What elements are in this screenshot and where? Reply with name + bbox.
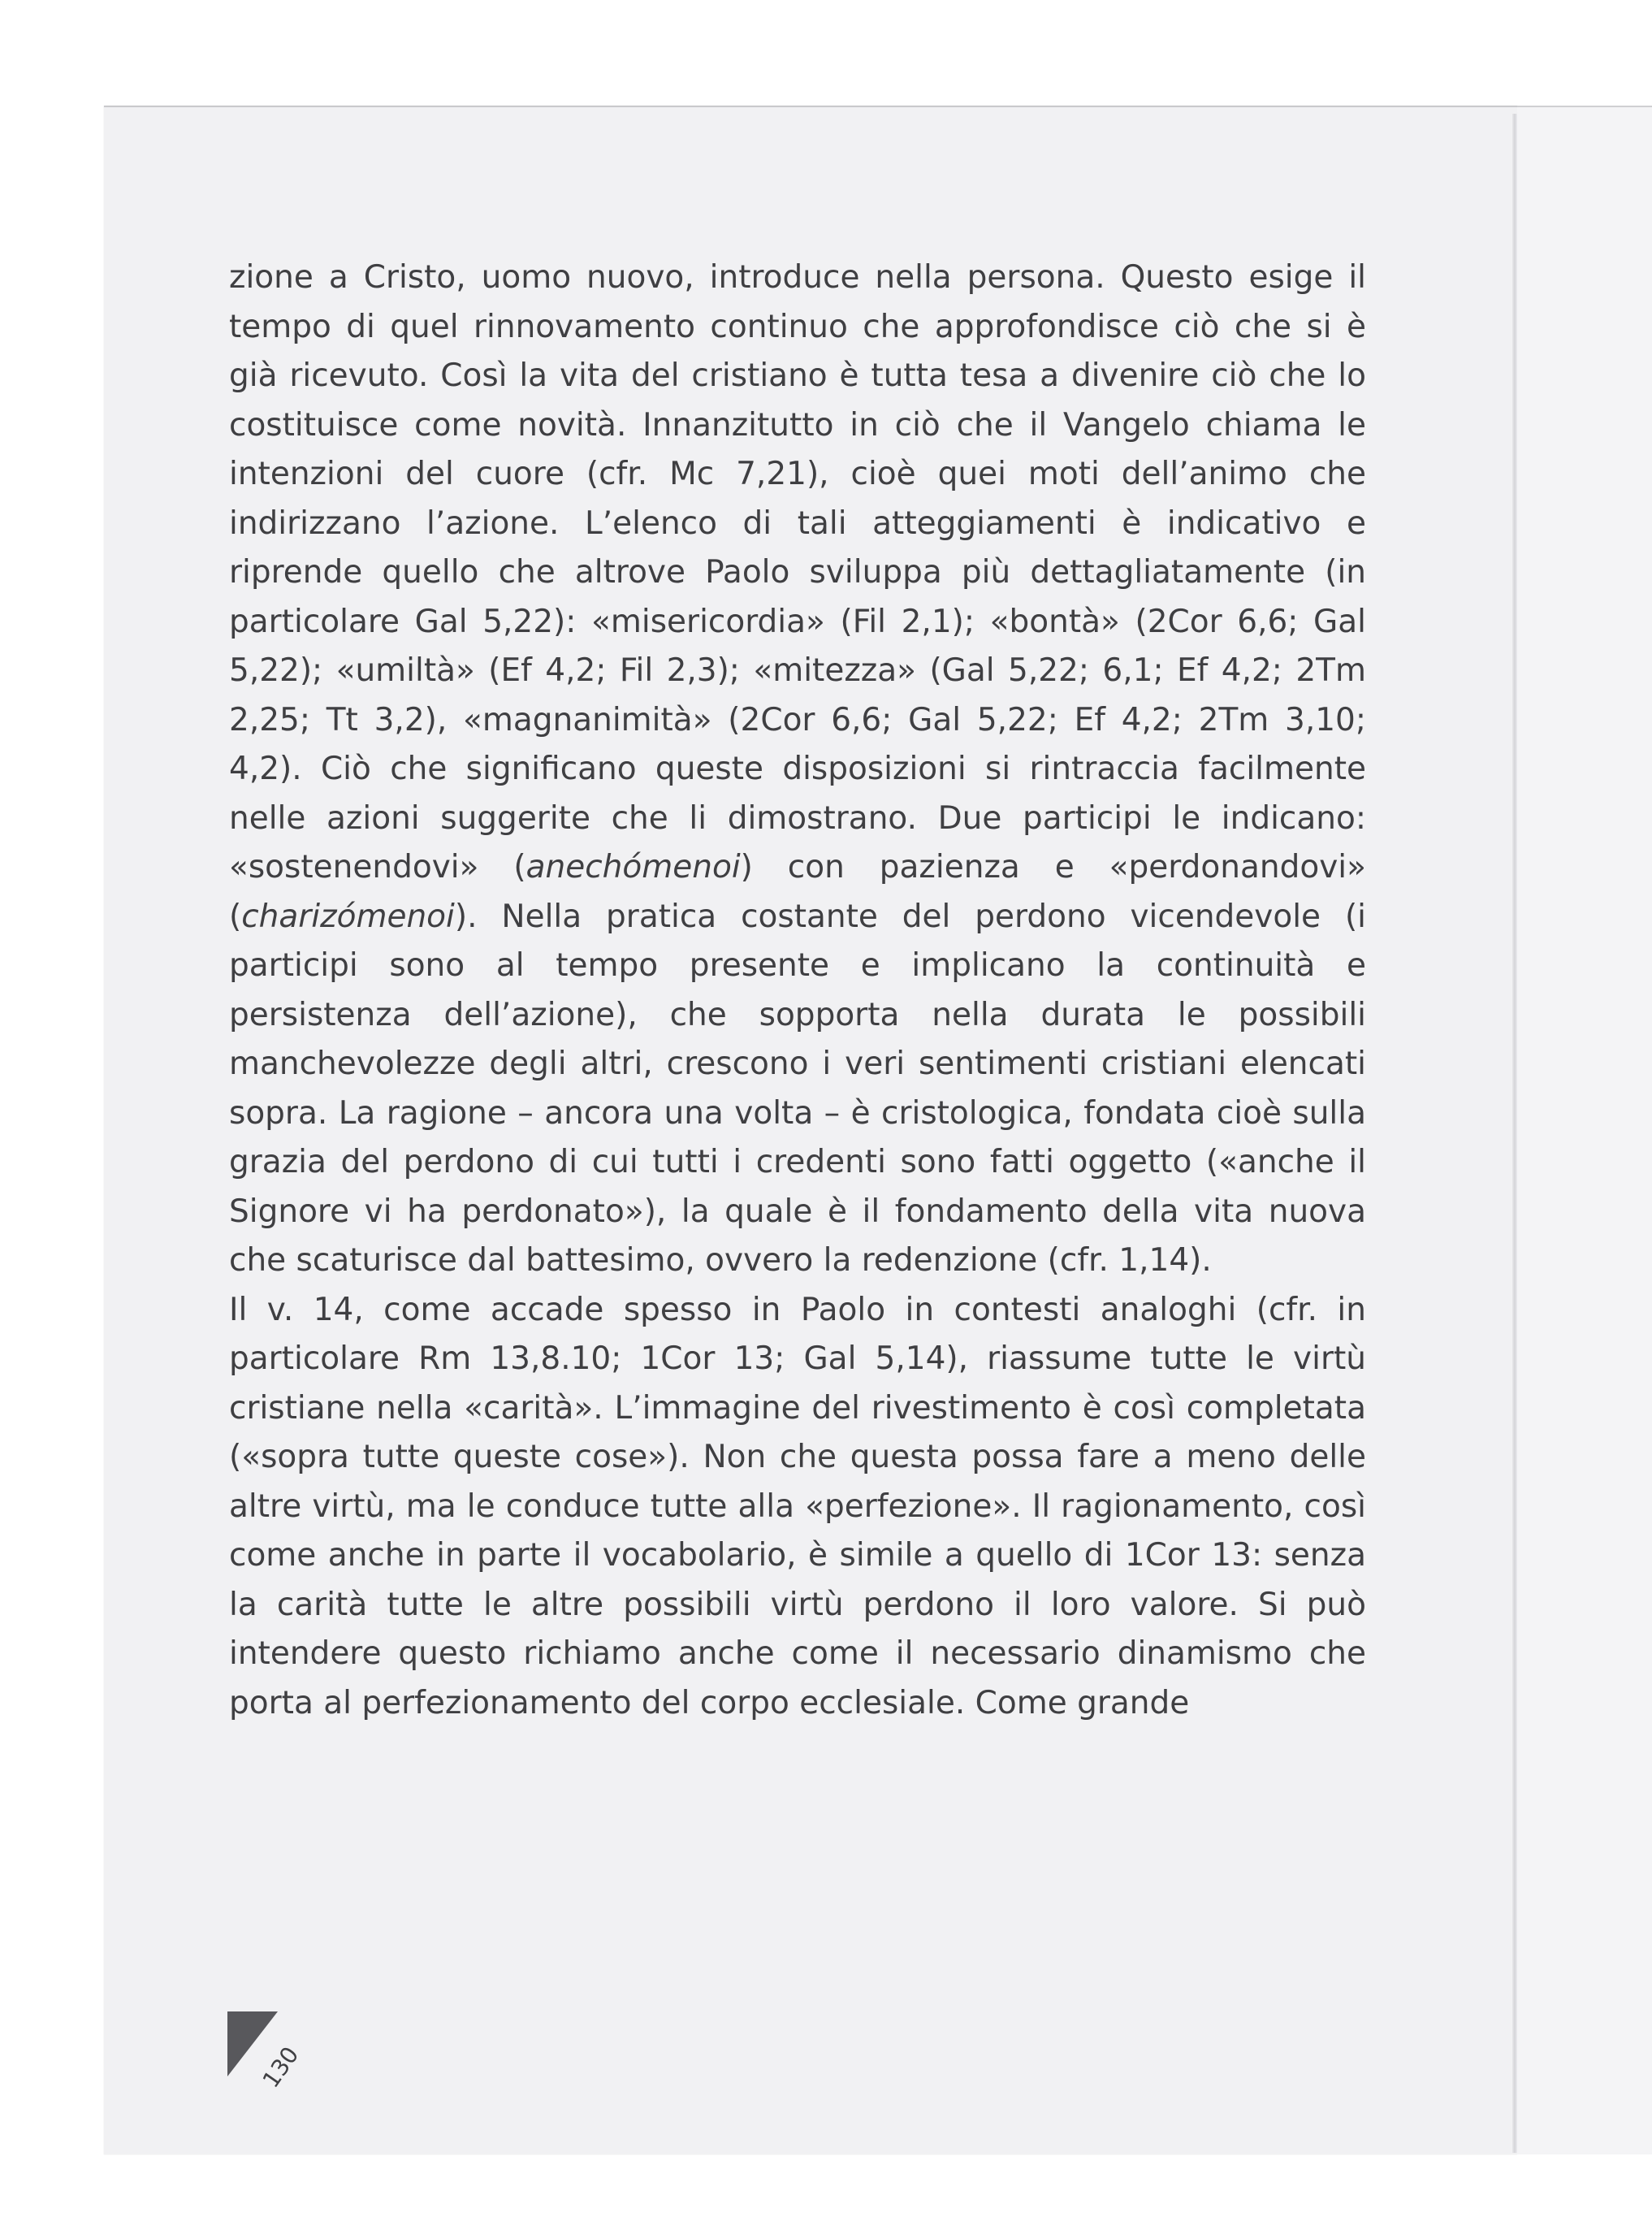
greek-term-anechomenoi: anechómenoi [525, 849, 741, 886]
page-number-mark [227, 2011, 317, 2101]
facing-page-edge [1517, 106, 1652, 2154]
paragraph-1 [229, 259, 1366, 1279]
text-run: Il v. 14, come accade spesso in Paolo in contesti analoghi (cfr. in particolare Rm 13,8.10; 1Cor 13; Gal 5,14), riassume tutte le virtù cristiane nella «carità». L’immagine del rivestimento è così completata («sopra tutte queste cose»). Non che questa possa fare a meno delle altre virtù, ma le conduce tutte alla «perfezione». Il ragionamento, così come anche in parte il vocabolario, è simile a quello di 1Cor 13: senza la carità tutte le altre possibili virtù perdono il loro valore. Si può intendere questo richiamo anche come il necessario dinamismo che porta al perfezionamento del corpo ecclesiale. Come grande [229, 1291, 1366, 1721]
text-run: ) con pazienza e «perdonandovi» ( [229, 849, 1366, 935]
text-run: zione a Cristo, uomo nuovo, introduce nella persona. Questo esige il tempo di quel rinnovamento continuo che approfondisce ciò che si è già ricevuto. Così la vita del cristiano è tutta tesa a divenire ciò che lo costituisce come novità. Innanzitutto in ciò che il Vangelo chiama le intenzioni del cuore (cfr. Mc 7,21), cioè quei moti dell’animo che indirizzano l’azione. L’elenco di tali atteggiamenti è indicativo e riprende quello che altrove Paolo sviluppa più dettagliatamente (in particolare Gal 5,22): «misericordia» (Fil 2,1); «bontà» (2Cor 6,6; Gal 5,22); «umiltà» (Ef 4,2; Fil 2,3); «mitezza» (Gal 5,22; 6,1; Ef 4,2; 2Tm 2,25; Tt 3,2), «magnanimità» (2Cor 6,6; Gal 5,22; Ef 4,2; 2Tm 3,10; 4,2). Ciò che significano queste disposizioni si rintraccia facilmente nelle azioni suggerite che li dimostrano. Due participi le indicano: «sostenendovi» ( [229, 259, 1366, 886]
greek-term-charizomenoi: charizómenoi [241, 898, 455, 935]
paragraph-2 [229, 1292, 1366, 1721]
body-text [229, 253, 1366, 1728]
text-run: ). Nella pratica costante del perdono vicendevole (i participi sono al tempo presente e implicano la continuità e persistenza dell’azione), che sopporta nella durata le possibili manchevolezze degli altri, crescono i veri sentimenti cristiani elencati sopra. La ragione – ancora una volta – è cristologica, fondata cioè sulla grazia del perdono di cui tutti i credenti sono fatti oggetto («anche il Signore vi ha perdonato»), la quale è il fondamento della vita nuova che scaturisce dal battesimo, ovvero la redenzione (cfr. 1,14). [229, 898, 1366, 1279]
page-number: 130 [257, 2042, 305, 2094]
